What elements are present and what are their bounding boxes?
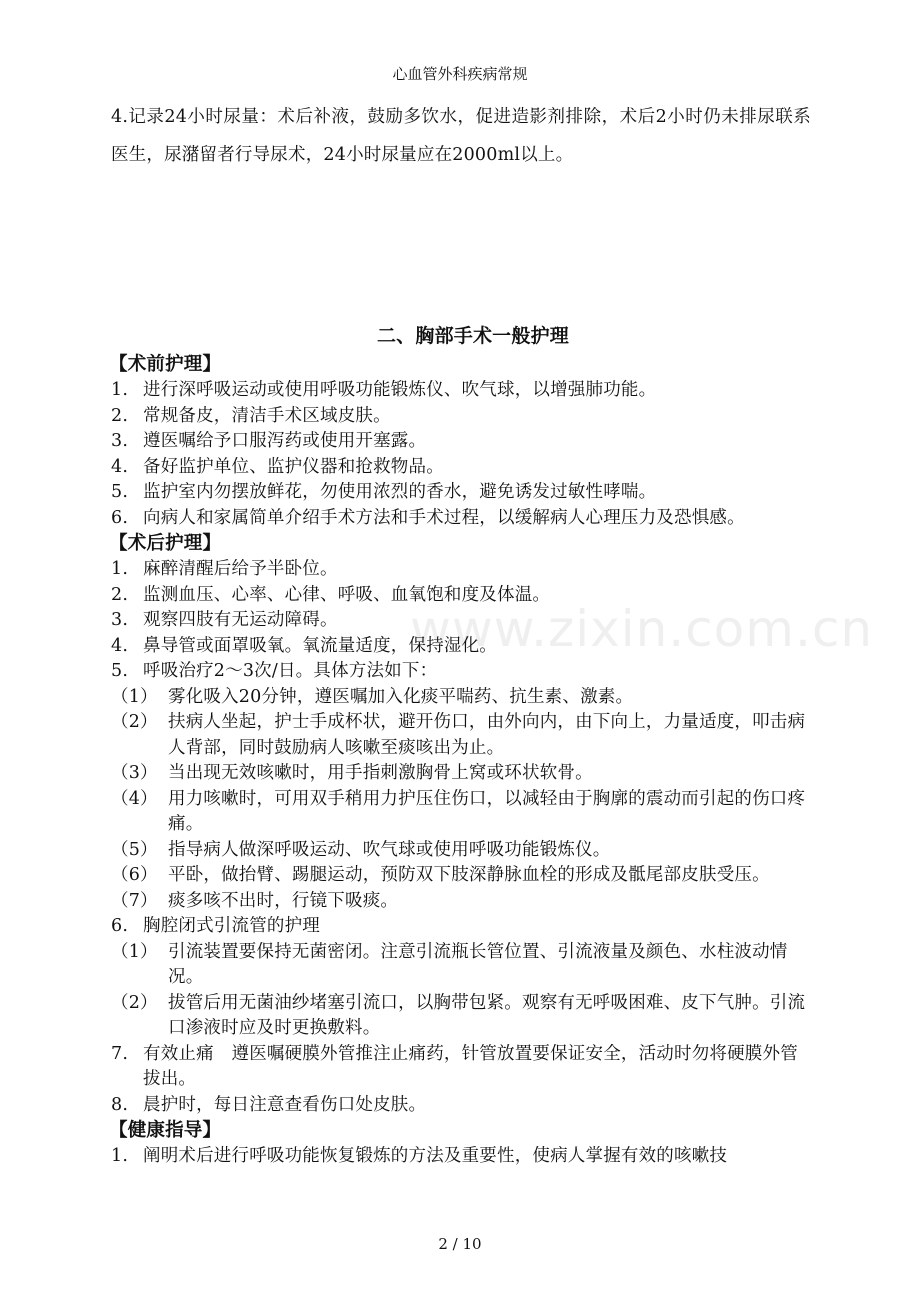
item-text: 监测血压、心率、心律、呼吸、血氧饱和度及体温。 [143,584,551,605]
preop-list [111,378,811,531]
item-text: 向病人和家属简单介绍手术方法和手术过程，以缓解病人心理压力及恐惧感。 [143,507,745,528]
item-number: 4. [111,635,129,656]
sub-item-text: 痰多咳不出时，行镜下吸痰。 [168,890,399,911]
sub-item-number: （3） [111,763,158,783]
list-item [111,634,811,660]
item-number: 2. [111,584,129,605]
list-item [111,378,811,404]
list-item [111,1042,811,1093]
sub-item-text: 平卧，做抬臂、踢腿运动，预防双下肢深静脉血栓的形成及骶尾部皮肤受压。 [168,865,770,885]
preop-heading: 【术前护理】 [109,354,222,375]
item-text: 监护室内勿摆放鲜花，勿使用浓烈的香水，避免诱发过敏性哮喘。 [143,482,657,502]
page-number: 2 / 10 [438,1235,482,1253]
item-text: 晨护时，每日注意查看伤口处皮肤。 [143,1094,427,1115]
item-number: 4. [111,456,129,477]
postop-list [111,557,811,1118]
sub-item-number: （5） [111,839,158,860]
item-text: 鼻导管或面罩吸氧。氧流量适度，保持湿化。 [143,635,497,656]
sub-item-number: （7） [111,890,158,911]
item-text: 遵医嘱给予口服泻药或使用开塞露。 [143,431,427,451]
item-text: 呼吸治疗2～3次/日。具体方法如下： [143,661,438,681]
list-item [111,404,811,430]
sub-item-text: 扶病人坐起，护士手成杯状，避开伤口，由外向内，由下向上，力量适度，叩击病人背部，同时鼓励病人咳嗽至痰咳出为止。 [168,712,806,758]
list-item [111,506,811,532]
spacer [111,174,811,322]
sub-item [111,863,811,889]
list-item [111,1144,811,1170]
item-number: 2. [111,405,129,426]
list-item [111,914,811,940]
sub-item-number: （1） [111,686,158,707]
list-item [111,455,811,481]
sub-item [111,710,811,761]
sub-item [111,787,811,838]
sub-item-text: 拔管后用无菌油纱堵塞引流口，以胸带包紧。观察有无呼吸困难、皮下气肿。引流口渗液时应及时更换敷料。 [168,992,806,1038]
sub-item-text: 雾化吸入20分钟，遵医嘱加入化痰平喘药、抗生素、激素。 [168,686,634,707]
list-item [111,1093,811,1119]
sub-item-number: （4） [111,788,158,809]
item-text: 进行深呼吸运动或使用呼吸功能锻炼仪、吹气球，以增强肺功能。 [143,380,657,400]
item-text: 常规备皮，清洁手术区域皮肤。 [143,405,391,426]
sub-item [111,940,811,991]
sub-item-number: （1） [111,941,158,962]
sub-item-text: 引流装置要保持无菌密闭。注意引流瓶长管位置、引流液量及颜色、水柱波动情况。 [168,941,788,987]
item-number: 3. [111,610,129,630]
sub-item [111,838,811,864]
list-item [111,659,811,685]
sub-item-text: 指导病人做深呼吸运动、吹气球或使用呼吸功能锻炼仪。 [168,839,611,860]
item-text: 观察四肢有无运动障碍。 [143,610,338,630]
item-number: 5. [111,482,129,502]
item-number: 7. [111,1043,129,1064]
item-number: 3. [111,431,129,451]
item-number: 1. [111,380,129,400]
list-item [111,608,811,634]
item-text: 阐明术后进行呼吸功能恢复锻炼的方法及重要性，使病人掌握有效的咳嗽技 [143,1146,728,1166]
sub-item [111,889,811,915]
sub-item [111,761,811,787]
item-text: 麻醉清醒后给予半卧位。 [143,559,338,579]
page-header: 心血管外科疾病常规 [392,65,528,83]
watermark: www.zixin.com.cn [410,600,874,658]
list-item [111,583,811,609]
list-item [111,429,811,455]
item-number: 1. [111,559,129,579]
health-heading: 【健康指导】 [109,1120,222,1141]
health-list [111,1144,811,1170]
item-number: 5. [111,661,129,681]
section-title: 二、胸部手术一般护理 [376,325,569,347]
sub-item-number: （2） [111,712,158,732]
item-text: 备好监护单位、监护仪器和抢救物品。 [143,456,444,477]
item-number: 8. [111,1094,129,1115]
item-number: 1. [111,1146,129,1166]
list-item [111,557,811,583]
list-item [111,480,811,506]
item-text: 胸腔闭式引流管的护理 [143,916,320,936]
item-text: 有效止痛 遵医嘱硬膜外管推注止痛药，针管放置要保证安全，活动时勿将硬膜外管拔出。 [143,1043,798,1089]
sub-item [111,991,811,1042]
item-number: 6. [111,916,129,936]
intro-paragraph: 4.记录24小时尿量：术后补液，鼓励多饮水，促进造影剂排除，术后2小时仍未排尿联系医生，尿潴留者行导尿术，24小时尿量应在2000ml以上。 [111,107,811,165]
sub-item-text: 当出现无效咳嗽时，用手指刺激胸骨上窝或环状软骨。 [168,763,593,783]
sub-item-number: （2） [111,992,158,1013]
sub-item-text: 用力咳嗽时，可用双手稍用力护压住伤口，以减轻由于胸廓的震动而引起的伤口疼痛。 [168,788,806,834]
sub-item [111,685,811,711]
document-body [111,98,811,1170]
postop-heading: 【术后护理】 [109,533,222,554]
item-number: 6. [111,507,129,528]
sub-item-number: （6） [111,865,158,885]
